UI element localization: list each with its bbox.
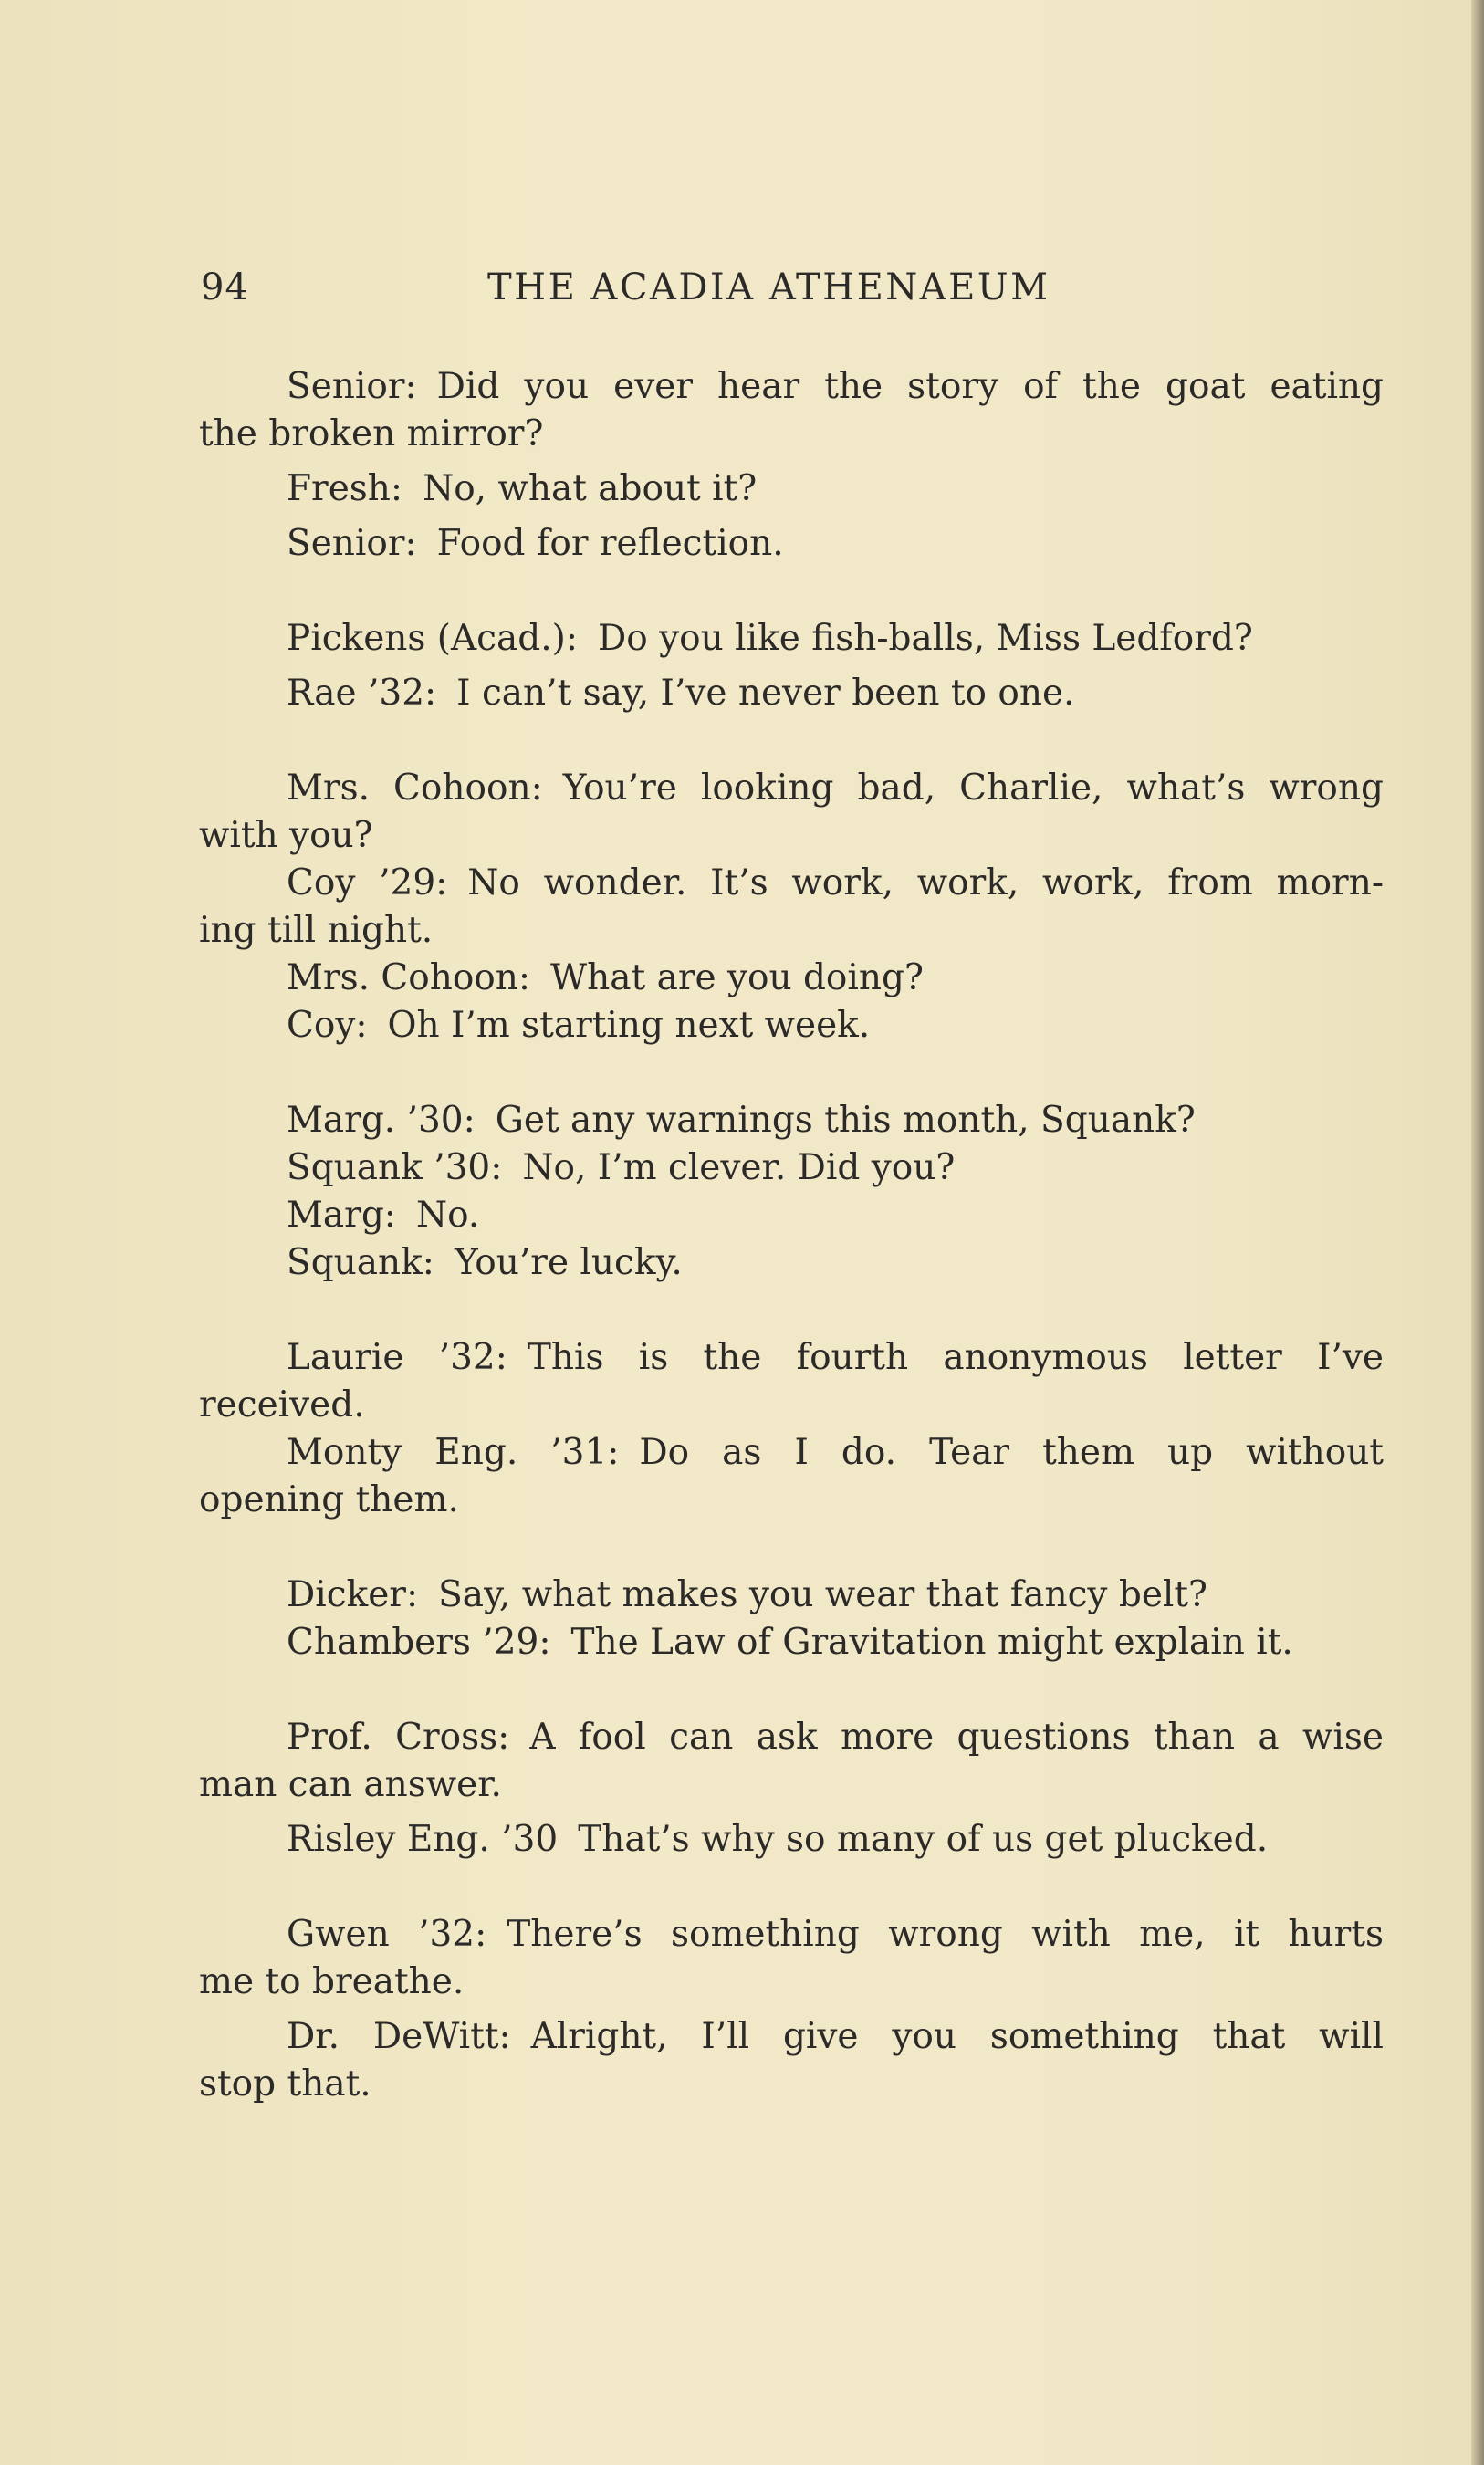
dialogue-text: No wonder. It’s work, work, work, from morn-: [467, 862, 1384, 903]
dialogue-text: What are you doing?: [550, 957, 924, 998]
speaker-name: Rae ’32:: [287, 673, 437, 714]
dialogue-line: [199, 1239, 1384, 1287]
speaker-name: Coy ’29:: [287, 862, 448, 903]
speaker-name: Squank ’30:: [287, 1147, 503, 1188]
continuation-line: opening them.: [199, 1479, 459, 1520]
speaker-name: Gwen ’32:: [287, 1914, 487, 1955]
dialogue-line: [199, 1429, 1384, 1477]
continuation-line: with you?: [199, 815, 373, 856]
dialogue-line: [199, 465, 1384, 513]
continuation-line: me to breathe.: [199, 1961, 465, 2002]
dialogue-text: A fool can ask more questions than a wise: [529, 1717, 1384, 1758]
dialogue-line: [199, 1097, 1384, 1144]
page-number: 94: [201, 266, 249, 308]
dialogue-line: [199, 1002, 1384, 1050]
dialogue-text: No.: [415, 1195, 480, 1236]
dialogue-line: [199, 2013, 1384, 2061]
dialogue-text: Do as I do. Tear them up without: [639, 1432, 1384, 1473]
speaker-name: Senior:: [287, 523, 417, 564]
speaker-name: Marg. ’30:: [287, 1100, 476, 1141]
dialogue-line: [199, 363, 1384, 411]
dialogue-line: [199, 1192, 1384, 1239]
dialogue-text: Food for reflection.: [436, 523, 784, 564]
page-edge: [1471, 0, 1484, 2465]
dialogue-line: [199, 1619, 1384, 1666]
speaker-name: Squank:: [287, 1242, 434, 1283]
dialogue-line: [199, 955, 1384, 1002]
dialogue-text: No, I’m clever. Did you?: [522, 1147, 956, 1188]
dialogue-line: [199, 1144, 1384, 1192]
speaker-name: Chambers ’29:: [287, 1622, 551, 1663]
dialogue-text: No, what about it?: [423, 468, 758, 509]
jokes-column: [199, 363, 1384, 2108]
dialogue-line: [199, 670, 1384, 717]
speaker-name: Mrs. Cohoon:: [287, 957, 531, 998]
dialogue-line: [199, 1816, 1384, 1864]
speaker-name: Monty Eng. ’31:: [287, 1432, 620, 1473]
dialogue-text: This is the fourth anonymous letter I’ve: [527, 1337, 1384, 1378]
continuation-line: the broken mirror?: [199, 413, 544, 454]
dialogue-line: [199, 1911, 1384, 1958]
dialogue-line: [199, 765, 1384, 812]
speaker-name: Senior:: [287, 366, 417, 407]
dialogue-text: There’s something wrong with me, it hurts: [507, 1914, 1384, 1955]
speaker-name: Mrs. Cohoon:: [287, 768, 543, 809]
speaker-name: Dr. DeWitt:: [287, 2016, 511, 2057]
continuation-line: received.: [199, 1384, 365, 1426]
speaker-name: Prof. Cross:: [287, 1717, 510, 1758]
continuation-line: ing till night.: [199, 910, 434, 951]
dialogue-text: You’re looking bad, Charlie, what’s wrong: [562, 768, 1384, 809]
dialogue-text: The Law of Gravitation might explain it.: [570, 1622, 1293, 1663]
dialogue-text: Say, what makes you wear that fancy belt?: [438, 1574, 1207, 1615]
dialogue-text: Oh I’m starting next week.: [387, 1005, 871, 1046]
speaker-name: Marg:: [287, 1195, 396, 1236]
speaker-name: Dicker:: [287, 1574, 419, 1615]
dialogue-line: [199, 1714, 1384, 1761]
dialogue-line: [199, 1572, 1384, 1619]
dialogue-text: Get any warnings this month, Squank?: [495, 1100, 1196, 1141]
dialogue-text: Did you ever hear the story of the goat eating: [436, 366, 1384, 407]
dialogue-text: Alright, I’ll give you something that will: [530, 2016, 1384, 2057]
dialogue-text: You’re lucky.: [454, 1242, 683, 1283]
speaker-name: Laurie ’32:: [287, 1337, 507, 1378]
dialogue-line: [199, 860, 1384, 907]
running-title: THE ACADIA ATHENAEUM: [487, 266, 1050, 308]
speaker-name: Coy:: [287, 1005, 368, 1046]
dialogue-text: That’s why so many of us get plucked.: [578, 1819, 1269, 1860]
speaker-name: Pickens (Acad.):: [287, 618, 578, 659]
dialogue-text: I can’t say, I’ve never been to one.: [456, 673, 1075, 714]
dialogue-text: Do you like fish-balls, Miss Ledford?: [598, 618, 1253, 659]
dialogue-line: [199, 1334, 1384, 1382]
dialogue-line: [199, 520, 1384, 568]
continuation-line: stop that.: [199, 2063, 371, 2105]
speaker-name: Fresh:: [287, 468, 403, 509]
continuation-line: man can answer.: [199, 1764, 502, 1805]
speaker-name: Risley Eng. ’30: [287, 1819, 559, 1860]
page-header: [201, 266, 1387, 321]
dialogue-line: [199, 615, 1384, 663]
